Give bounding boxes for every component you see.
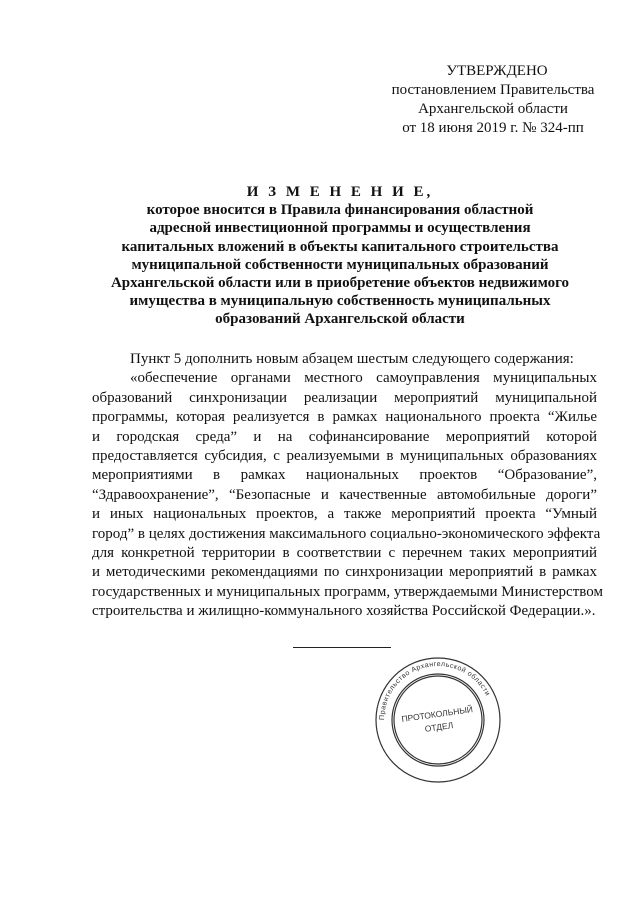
stamp-inner-line1: ПРОТОКОЛЬНЫЙ: [400, 704, 474, 725]
document-body: [92, 350, 603, 622]
document-title: И З М Е Н Е Н И Е,: [246, 184, 434, 200]
heading-line: образований Архангельской области: [215, 311, 465, 328]
end-rule: [293, 647, 391, 648]
quote-line: и городская среда” и на софинансирование мероприятий которой: [92, 428, 597, 445]
approval-region: Архангельской области: [418, 101, 568, 117]
quote-line: «обеспечение органами местного самоуправления муниципальных: [130, 370, 597, 387]
heading-line: имущества в муниципальную собственность муниципальных: [129, 293, 551, 310]
approval-title: УТВЕРЖДЕНО: [446, 63, 548, 79]
heading-line: муниципальной собственности муниципальных образований: [131, 256, 549, 273]
quote-line: образований синхронизации реализации мероприятий муниципальной: [92, 389, 597, 406]
quote-line: предоставляется субсидия, с реализуемыми в муниципальных образованиях: [92, 448, 597, 465]
document-heading: [95, 183, 585, 329]
quote-line: город” в целях достижения максимального социально-экономического эффекта: [92, 525, 601, 542]
heading-line: которое вносится в Правила финансирования областной: [146, 202, 534, 219]
quote-line: для конкретной территории в соответствии с перечнем таких мероприятий: [92, 545, 597, 562]
quote-line: государственных и муниципальных программ, утверждаемыми Министерством: [92, 583, 603, 600]
quote-line: программы, которая реализуется в рамках национального проекта “Жилье: [92, 409, 597, 426]
intro-paragraph: Пункт 5 дополнить новым абзацем шестым следующего содержания:: [130, 351, 574, 367]
quote-line: “Здравоохранение”, “Безопасные и качественные автомобильные дороги”: [92, 486, 597, 503]
heading-line: адресной инвестиционной программы и осуществления: [149, 220, 531, 237]
stamp-inner-line2: ОТДЕЛ: [424, 719, 454, 734]
approval-decree: постановлением Правительства: [391, 82, 595, 98]
quote-line: строительства и жилищно-коммунального хозяйства Российской Федерации.».: [92, 603, 596, 620]
heading-line: капитальных вложений в объекты капитального строительства: [121, 238, 559, 255]
seal-stamp: [373, 655, 503, 785]
quote-line: мероприятиями в рамках национальных проектов “Образование”,: [92, 467, 597, 484]
stamp-outer-text: Правительство Архангельской области: [378, 660, 492, 721]
approval-date: от 18 июня 2019 г. № 324-пп: [402, 120, 584, 136]
heading-line: Архангельской области или в приобретение объектов недвижимого: [110, 275, 570, 292]
approval-block: [378, 62, 608, 138]
quoted-paragraph: [92, 369, 603, 621]
quote-line: и методическими рекомендациями по синхронизации мероприятий в рамках: [92, 564, 597, 581]
quote-line: и иных национальных проектов, а также мероприятий проекта “Умный: [92, 506, 597, 523]
